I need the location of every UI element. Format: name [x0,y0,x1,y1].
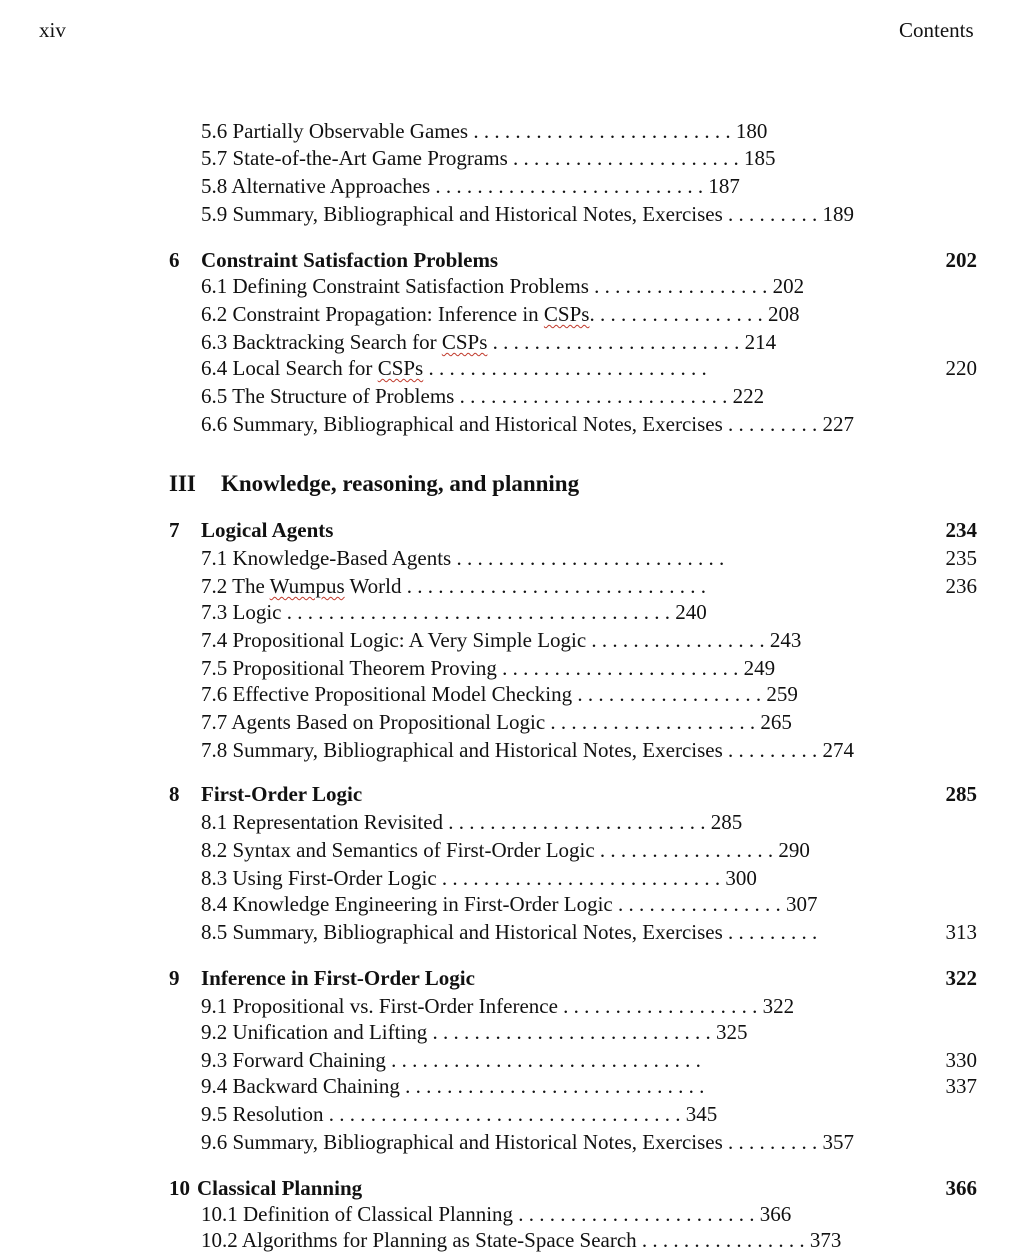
page-number: xiv [39,18,66,42]
chapter-6-heading [169,247,498,273]
toc-entry-8-3: 8.3 Using First-Order Logic . . . . . . . . . . . . . . . . . . . . . . . . . . . 300 [201,866,757,890]
chapter-10-page: 366 [945,1176,977,1200]
toc-entry-7-4: 7.4 Propositional Logic: A Very Simple Logic . . . . . . . . . . . . . . . . . 243 [201,628,802,652]
entry-leader: World . . . . . . . . . . . . . . . . . . . . . . . . . . . . . [344,574,706,598]
entry-text: 6.4 Local Search for [201,356,378,380]
toc-entry-6-2 [201,301,799,327]
chapter-title: Classical Planning [197,1176,363,1200]
toc-entry-7-3: 7.3 Logic . . . . . . . . . . . . . . . . . . . . . . . . . . . . . . . . . . . . . 240 [201,600,707,624]
part-title: Knowledge, reasoning, and planning [221,471,580,496]
toc-entry-8-5-page: 313 [945,920,977,944]
chapter-9-heading [169,965,475,991]
chapter-number: 7 [169,518,180,542]
spellcheck-flagged-word: CSPs [441,330,488,354]
chapter-6-page: 202 [945,248,977,272]
part-heading [169,469,579,499]
chapter-number: 10 [169,1176,190,1200]
chapter-7-page: 234 [945,518,977,542]
toc-entry-6-3 [201,329,776,355]
toc-entry-7-1-page: 235 [945,546,977,570]
spellcheck-flagged-word: Wumpus [269,574,345,598]
toc-entry-8-5: 8.5 Summary, Bibliographical and Historical Notes, Exercises . . . . . . . . . [201,920,818,944]
chapter-7-heading [169,517,333,543]
toc-entry-7-5: 7.5 Propositional Theorem Proving . . . . . . . . . . . . . . . . . . . . . . . 249 [201,656,776,680]
toc-entry-7-2 [201,573,706,599]
entry-text: 7.2 The [201,574,270,598]
chapter-10-heading [169,1175,362,1201]
entry-text: 6.2 Constraint Propagation: Inference in [201,302,544,326]
toc-entry-8-1: 8.1 Representation Revisited . . . . . . . . . . . . . . . . . . . . . . . . . 285 [201,810,743,834]
toc-entry-9-4: 9.4 Backward Chaining . . . . . . . . . . . . . . . . . . . . . . . . . . . . . [201,1074,705,1098]
entry-text: 6.3 Backtracking Search for [201,330,442,354]
chapter-title: First-Order Logic [201,782,363,806]
chapter-8-page: 285 [945,782,977,806]
toc-entry-9-3: 9.3 Forward Chaining . . . . . . . . . . . . . . . . . . . . . . . . . . . . . . [201,1048,701,1072]
running-title: Contents [899,18,974,42]
spellcheck-flagged-word: CSPs [543,302,590,326]
chapter-9-page: 322 [945,966,977,990]
entry-leader: . . . . . . . . . . . . . . . . . . . . . . . . 214 [487,330,777,354]
toc-entry-6-6: 6.6 Summary, Bibliographical and Historical Notes, Exercises . . . . . . . . . 227 [201,412,855,436]
toc-entry-9-6: 9.6 Summary, Bibliographical and Historical Notes, Exercises . . . . . . . . . 357 [201,1130,855,1154]
toc-entry-7-1: 7.1 Knowledge-Based Agents . . . . . . . . . . . . . . . . . . . . . . . . . . [201,546,725,570]
toc-entry-9-3-page: 330 [945,1048,977,1072]
entry-leader: . . . . . . . . . . . . . . . . . . . . . . . . . . . [423,356,707,380]
part-number: III [169,471,196,496]
toc-entry-5-6: 5.6 Partially Observable Games . . . . . . . . . . . . . . . . . . . . . . . . . 180 [201,119,768,143]
toc-entry-7-7: 7.7 Agents Based on Propositional Logic . . . . . . . . . . . . . . . . . . . . 265 [201,710,792,734]
toc-entry-9-4-page: 337 [945,1074,977,1098]
toc-entry-7-2-page: 236 [945,574,977,598]
toc-entry-9-5: 9.5 Resolution . . . . . . . . . . . . . . . . . . . . . . . . . . . . . . . . . . 345 [201,1102,718,1126]
entry-leader: . . . . . . . . . . . . . . . . . 208 [589,302,800,326]
toc-entry-7-8: 7.8 Summary, Bibliographical and Historical Notes, Exercises . . . . . . . . . 274 [201,738,855,762]
chapter-title: Logical Agents [201,518,334,542]
toc-entry-8-2: 8.2 Syntax and Semantics of First-Order Logic . . . . . . . . . . . . . . . . . 290 [201,838,810,862]
toc-entry-10-1: 10.1 Definition of Classical Planning . . . . . . . . . . . . . . . . . . . . . . . 366 [201,1202,792,1226]
chapter-number: 8 [169,782,180,806]
toc-entry-7-6: 7.6 Effective Propositional Model Checking . . . . . . . . . . . . . . . . . . 259 [201,682,798,706]
chapter-number: 9 [169,966,180,990]
toc-entry-5-8: 5.8 Alternative Approaches . . . . . . . . . . . . . . . . . . . . . . . . . . 187 [201,174,740,198]
toc-entry-8-4: 8.4 Knowledge Engineering in First-Order Logic . . . . . . . . . . . . . . . . 307 [201,892,818,916]
toc-entry-9-2: 9.2 Unification and Lifting . . . . . . . . . . . . . . . . . . . . . . . . . . . 325 [201,1020,748,1044]
toc-entry-6-1: 6.1 Defining Constraint Satisfaction Problems . . . . . . . . . . . . . . . . . 202 [201,274,805,298]
chapter-number: 6 [169,248,180,272]
chapter-title: Constraint Satisfaction Problems [201,248,499,272]
toc-entry-9-1: 9.1 Propositional vs. First-Order Inference . . . . . . . . . . . . . . . . . . . 322 [201,994,795,1018]
toc-entry-10-2: 10.2 Algorithms for Planning as State-Space Search . . . . . . . . . . . . . . . . 373 [201,1228,842,1252]
toc-entry-6-5: 6.5 The Structure of Problems . . . . . . . . . . . . . . . . . . . . . . . . . . 222 [201,384,765,408]
chapter-title: Inference in First-Order Logic [201,966,475,990]
toc-entry-5-9: 5.9 Summary, Bibliographical and Historical Notes, Exercises . . . . . . . . . 189 [201,202,855,226]
toc-entry-6-4 [201,355,707,381]
spellcheck-flagged-word: CSPs [377,356,424,380]
chapter-8-heading [169,781,362,807]
toc-entry-5-7: 5.7 State-of-the-Art Game Programs . . . . . . . . . . . . . . . . . . . . . . 185 [201,146,776,170]
toc-entry-6-4-page: 220 [945,356,977,380]
